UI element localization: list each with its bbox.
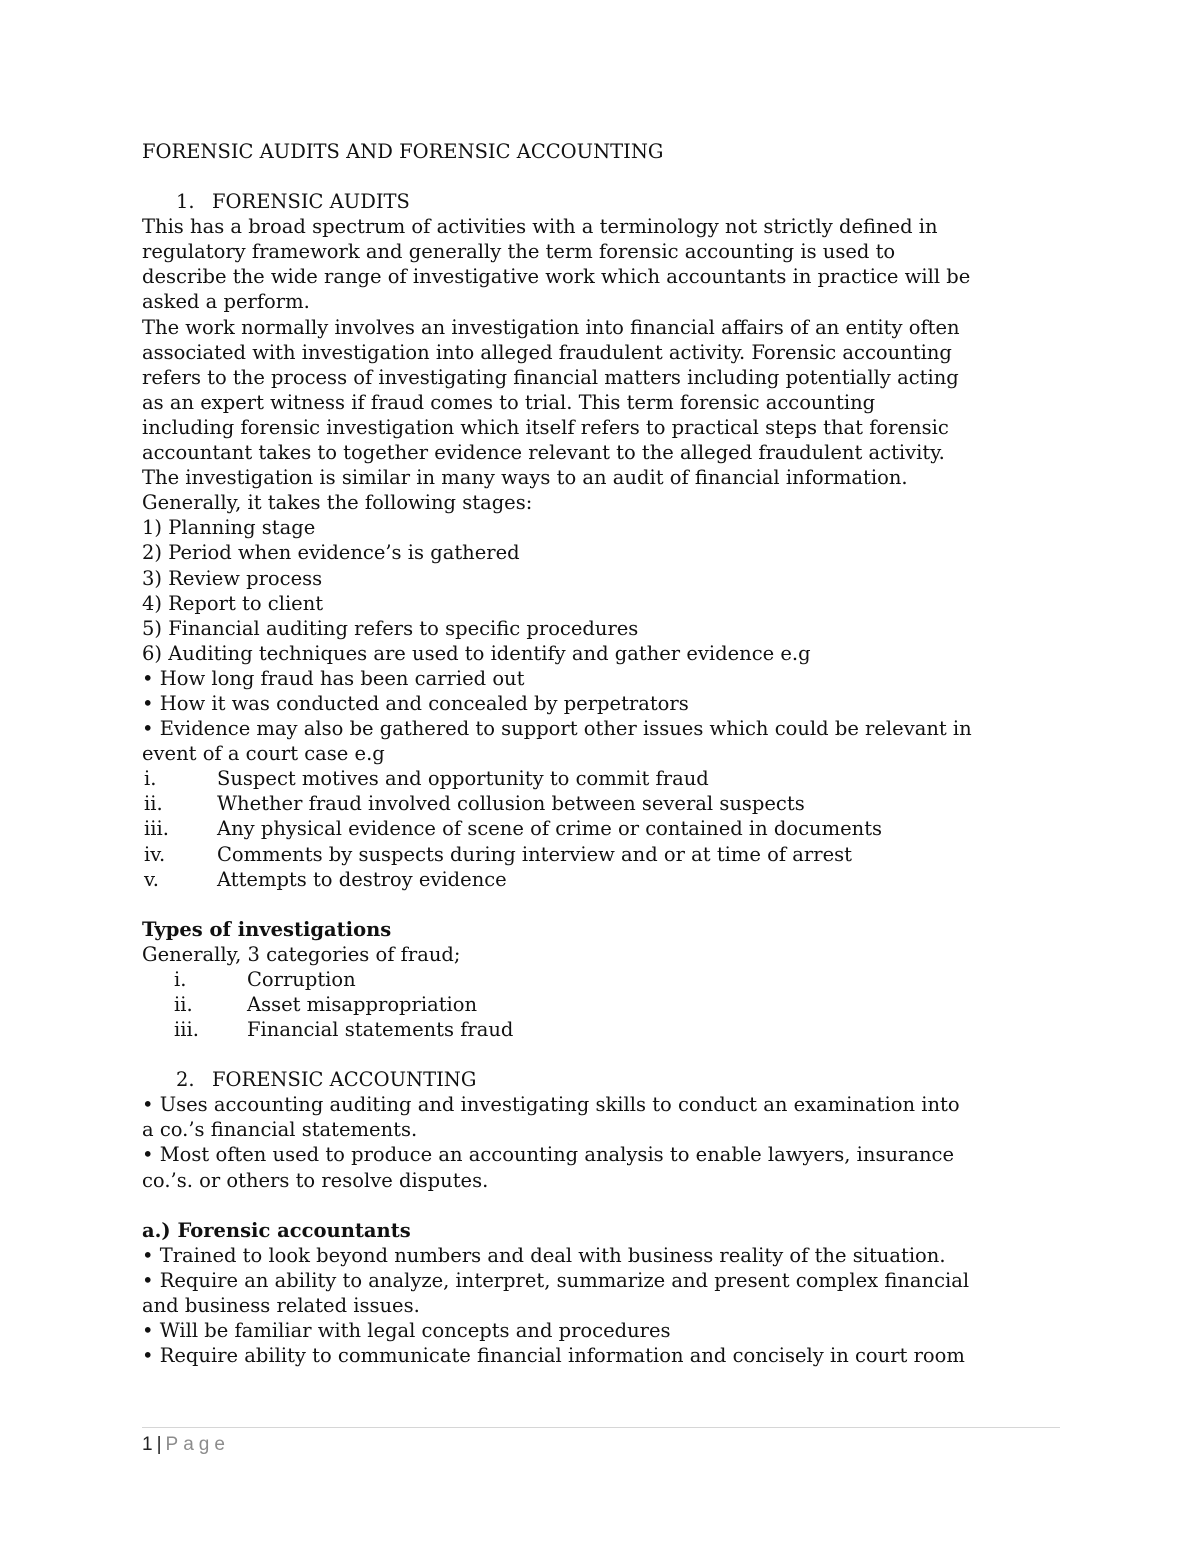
roman-numeral: ii. — [144, 792, 163, 816]
document-page — [142, 139, 1062, 1368]
section1-heading — [142, 189, 1062, 214]
roman-list-item — [142, 867, 1062, 892]
roman-numeral: iii. — [144, 817, 169, 841]
types-heading: Types of investigations — [142, 917, 392, 941]
types-roman-list — [142, 967, 1062, 1042]
types-intro: Generally, 3 categories of fraud; — [142, 942, 461, 966]
section1-roman-list — [142, 766, 1062, 891]
stage-item: 4) Report to client — [142, 591, 324, 615]
roman-item-text: Asset misappropriation — [247, 993, 478, 1016]
section1-bullets-list — [142, 666, 1062, 766]
bullet-line: event of a court case e.g — [142, 742, 385, 766]
paragraph-line: The work normally involves an investigation into financial affairs of an entity often — [142, 315, 960, 339]
stage-item: 3) Review process — [142, 566, 323, 590]
roman-item-text: Any physical evidence of scene of crime or contained in documents — [217, 817, 883, 841]
page-footer — [142, 1434, 230, 1456]
section1-paragraph — [142, 214, 1062, 515]
bullet-line: • Trained to look beyond numbers and deal with business reality of the situation. — [142, 1243, 946, 1267]
section1-number: 1. — [176, 190, 195, 214]
section1-heading-text: FORENSIC AUDITS — [212, 190, 410, 214]
roman-numeral: v. — [144, 867, 159, 891]
paragraph-line: as an expert witness if fraud comes to trial. This term forensic accounting — [142, 390, 876, 414]
paragraph-line: regulatory framework and generally the term forensic accounting is used to — [142, 240, 896, 264]
bullet-line: • Evidence may also be gathered to support other issues which could be relevant in — [142, 717, 972, 741]
paragraph-line: Generally, it takes the following stages: — [142, 491, 533, 515]
paragraph-line: This has a broad spectrum of activities with a terminology not strictly defined in — [142, 215, 938, 239]
subsection-a-bullets-list — [142, 1243, 1062, 1368]
roman-item-text: Suspect motives and opportunity to commit fraud — [217, 767, 709, 791]
bullet-line: a co.’s financial statements. — [142, 1118, 418, 1142]
paragraph-line: describe the wide range of investigative work which accountants in practice will be — [142, 265, 971, 289]
roman-numeral: iii. — [174, 1018, 199, 1042]
bullet-line: • Most often used to produce an accounting analysis to enable lawyers, insurance — [142, 1143, 955, 1167]
roman-item-text: Corruption — [247, 967, 356, 991]
roman-list-item — [142, 791, 1062, 816]
section1-stages-list — [142, 515, 1062, 666]
roman-numeral: i. — [174, 967, 187, 991]
stage-item: 1) Planning stage — [142, 516, 316, 540]
paragraph-line: refers to the process of investigating financial matters including potentially acting — [142, 365, 959, 389]
footer-separator: | — [156, 1434, 162, 1455]
section2-heading-text: FORENSIC ACCOUNTING — [212, 1068, 477, 1092]
page-label: Page — [165, 1434, 230, 1455]
roman-list-item — [142, 992, 1062, 1017]
roman-item-text: Financial statements fraud — [247, 1018, 514, 1042]
paragraph-line: accountant takes to together evidence relevant to the alleged fraudulent activity. — [142, 441, 945, 465]
roman-list-item — [142, 967, 1062, 992]
paragraph-line: associated with investigation into alleged fraudulent activity. Forensic accounting — [142, 340, 952, 364]
roman-list-item — [142, 1017, 1062, 1042]
roman-list-item — [142, 816, 1062, 841]
roman-item-text: Attempts to destroy evidence — [217, 867, 507, 891]
paragraph-line: The investigation is similar in many ways to an audit of financial information. — [142, 466, 908, 490]
page-number: 1 — [142, 1434, 153, 1455]
stage-item: 5) Financial auditing refers to specific procedures — [142, 616, 639, 640]
roman-item-text: Whether fraud involved collusion between several suspects — [217, 792, 805, 816]
section2-heading — [142, 1067, 1062, 1092]
section2-number: 2. — [176, 1068, 195, 1092]
section2-bullets-list — [142, 1092, 1062, 1192]
roman-list-item — [142, 842, 1062, 867]
bullet-line: and business related issues. — [142, 1293, 420, 1317]
stage-item: 6) Auditing techniques are used to identify and gather evidence e.g — [142, 641, 811, 665]
roman-list-item — [142, 766, 1062, 791]
roman-item-text: Comments by suspects during interview and or at time of arrest — [217, 842, 852, 866]
subsection-a-heading: a.) Forensic accountants — [142, 1218, 411, 1242]
bullet-line: • How it was conducted and concealed by perpetrators — [142, 691, 689, 715]
bullet-line: • Uses accounting auditing and investigating skills to conduct an examination into — [142, 1093, 960, 1117]
bullet-line: • Require ability to communicate financial information and concisely in court room — [142, 1344, 965, 1368]
bullet-line: • How long fraud has been carried out — [142, 666, 525, 690]
roman-numeral: iv. — [144, 842, 166, 866]
roman-numeral: i. — [144, 767, 157, 791]
document-title: FORENSIC AUDITS AND FORENSIC ACCOUNTING — [142, 140, 664, 163]
bullet-line: • Require an ability to analyze, interpret, summarize and present complex financial — [142, 1268, 970, 1292]
footer-divider — [142, 1427, 1060, 1428]
paragraph-line: asked a perform. — [142, 290, 310, 314]
bullet-line: • Will be familiar with legal concepts and procedures — [142, 1319, 671, 1343]
roman-numeral: ii. — [174, 993, 193, 1016]
bullet-line: co.’s. or others to resolve disputes. — [142, 1168, 489, 1192]
stage-item: 2) Period when evidence’s is gathered — [142, 541, 520, 565]
paragraph-line: including forensic investigation which itself refers to practical steps that forensic — [142, 415, 949, 439]
